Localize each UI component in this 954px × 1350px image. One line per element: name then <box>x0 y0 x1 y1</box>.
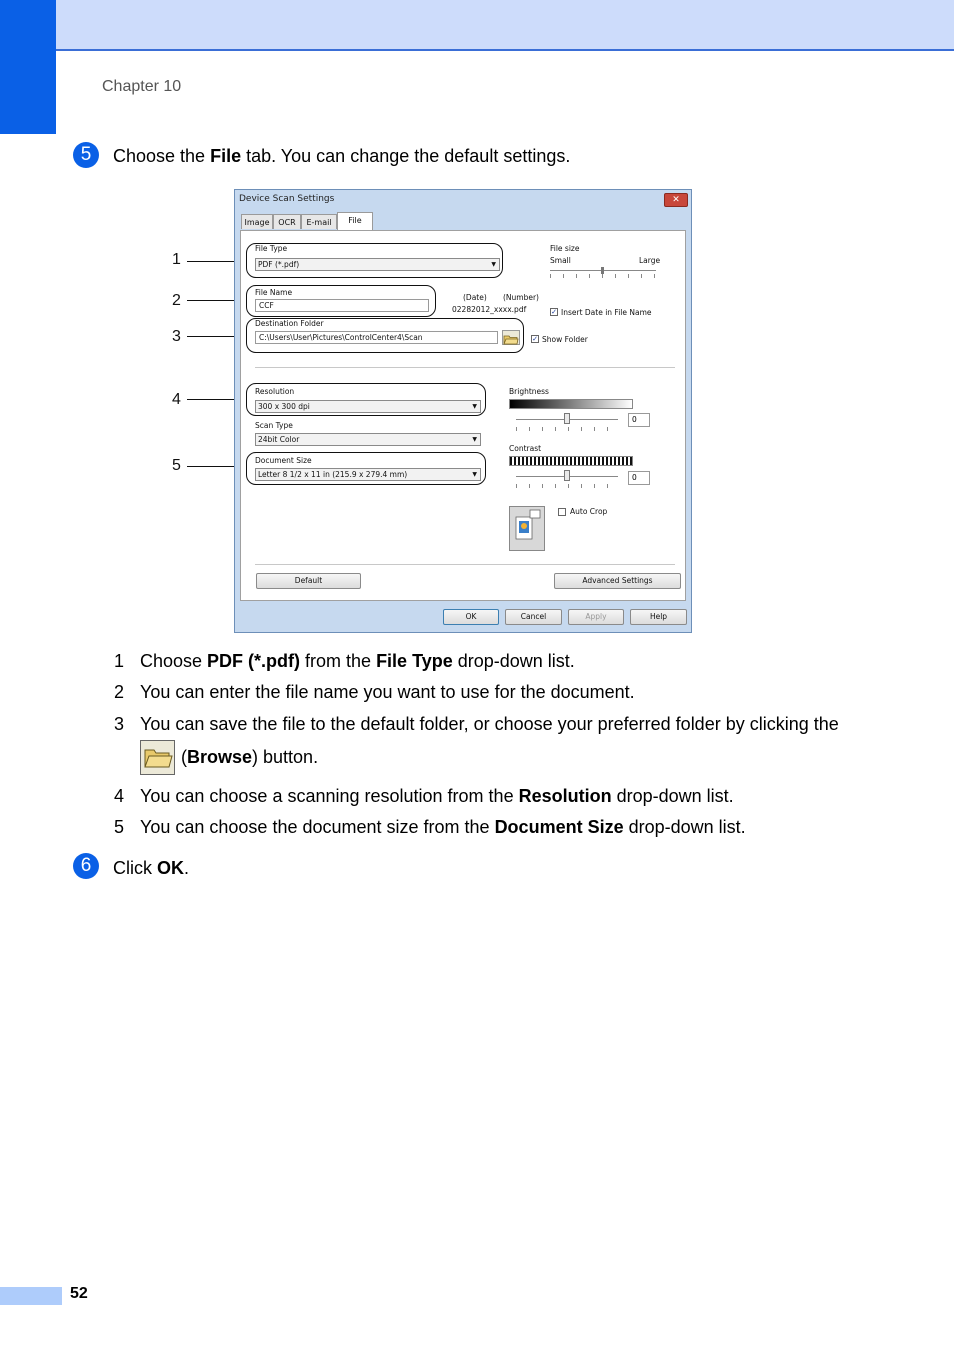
contrast-label: Contrast <box>509 444 542 453</box>
list-item-1: 1 Choose PDF (*.pdf) from the File Type drop-down list. <box>114 651 575 671</box>
footer-bar <box>0 1287 62 1305</box>
file-size-ticks <box>550 274 656 278</box>
file-name-input[interactable]: CCF <box>255 299 429 312</box>
page-number: 52 <box>70 1285 88 1302</box>
callout-box-1 <box>246 243 503 278</box>
file-size-small-label: Small <box>550 256 571 265</box>
bottom-separator <box>255 564 675 565</box>
brightness-slider-thumb[interactable] <box>564 413 570 424</box>
contrast-pattern <box>509 456 633 466</box>
tab-email[interactable]: E-mail <box>301 214 337 229</box>
chevron-down-icon: ▼ <box>491 261 496 268</box>
close-icon[interactable]: ✕ <box>664 193 688 207</box>
ok-button[interactable]: OK <box>443 609 499 625</box>
destination-folder-input[interactable]: C:\Users\User\Pictures\ControlCenter4\Scan <box>255 331 498 344</box>
file-size-large-label: Large <box>639 256 661 265</box>
help-button[interactable]: Help <box>630 609 687 625</box>
scan-type-dropdown[interactable]: 24bit Color ▼ <box>255 433 481 446</box>
list-item-3: 3 You can save the file to the default folder, or choose your preferred folder by clicking the <box>114 714 839 734</box>
browse-folder-icon <box>140 740 175 775</box>
callout-box-4 <box>246 383 486 416</box>
step-5-text: Choose the File tab. You can change the default settings. <box>113 146 571 166</box>
resolution-label: Resolution <box>255 387 295 396</box>
resolution-dropdown[interactable]: 300 x 300 dpi ▼ <box>255 400 481 413</box>
callout-number-4: 4 <box>172 391 181 408</box>
chevron-down-icon: ▼ <box>472 436 477 443</box>
tab-ocr[interactable]: OCR <box>273 214 301 229</box>
section-separator <box>255 367 675 368</box>
advanced-settings-button[interactable]: Advanced Settings <box>554 573 681 589</box>
header-band <box>0 0 954 51</box>
list-item-5: 5 You can choose the document size from the Document Size drop-down list. <box>114 817 746 837</box>
step-number-6: 6 <box>73 853 99 879</box>
show-folder-checkbox[interactable]: ✓ <box>532 335 538 343</box>
file-name-label: File Name <box>255 288 293 297</box>
scan-type-label: Scan Type <box>255 421 293 430</box>
tab-image[interactable]: Image <box>241 214 273 229</box>
callout-box-3 <box>246 318 524 353</box>
step-number-5: 5 <box>73 142 99 168</box>
chevron-down-icon: ▼ <box>472 403 477 410</box>
chapter-label: Chapter 10 <box>102 78 182 95</box>
insert-date-label: Insert Date in File Name <box>561 308 652 317</box>
list-item-3-continuation: (Browse) button. <box>181 747 319 767</box>
callout-number-5: 5 <box>172 457 181 474</box>
contrast-slider-thumb[interactable] <box>564 470 570 481</box>
list-item-4: 4 You can choose a scanning resolution from the Resolution drop-down list. <box>114 786 734 806</box>
insert-date-checkbox[interactable]: ✓ <box>551 308 557 316</box>
brightness-gradient <box>509 399 633 409</box>
brightness-ticks <box>516 427 618 431</box>
auto-crop-preview-icon <box>509 506 545 551</box>
brightness-label: Brightness <box>509 387 549 396</box>
callout-box-5 <box>246 452 486 485</box>
apply-button[interactable]: Apply <box>568 609 624 625</box>
auto-crop-checkbox[interactable] <box>558 508 566 516</box>
dialog-title: Device Scan Settings <box>239 194 335 204</box>
example-file-name: 02282012_xxxx.pdf <box>452 305 527 314</box>
default-button[interactable]: Default <box>256 573 361 589</box>
file-type-label: File Type <box>255 244 288 253</box>
callout-number-3: 3 <box>172 328 181 345</box>
file-tab-panel <box>240 230 686 601</box>
device-scan-settings-dialog <box>234 189 692 633</box>
file-type-dropdown[interactable]: PDF (*.pdf) ▼ <box>255 258 500 271</box>
tab-file[interactable]: File <box>337 212 373 231</box>
document-size-dropdown[interactable]: Letter 8 1/2 x 11 in (215.9 x 279.4 mm) ▼ <box>255 468 481 481</box>
chapter-side-tab <box>0 0 56 134</box>
contrast-ticks <box>516 484 618 488</box>
callout-number-2: 2 <box>172 292 181 309</box>
file-size-label: File size <box>550 244 580 253</box>
callout-number-1: 1 <box>172 251 181 268</box>
brightness-value[interactable]: 0 <box>628 413 650 427</box>
destination-folder-label: Destination Folder <box>255 319 324 328</box>
chevron-down-icon: ▼ <box>472 471 477 478</box>
number-label: (Number) <box>503 293 539 302</box>
list-item-2: 2 You can enter the file name you want to use for the document. <box>114 682 635 702</box>
cancel-button[interactable]: Cancel <box>505 609 562 625</box>
step-6-text: Click OK. <box>113 858 190 878</box>
document-size-label: Document Size <box>255 456 312 465</box>
contrast-value[interactable]: 0 <box>628 471 650 485</box>
file-size-slider-thumb[interactable] <box>601 267 604 274</box>
date-label: (Date) <box>463 293 487 302</box>
auto-crop-label: Auto Crop <box>570 507 608 516</box>
document-image-icon <box>510 507 544 550</box>
show-folder-label: Show Folder <box>542 335 588 344</box>
callout-box-2 <box>246 285 436 317</box>
